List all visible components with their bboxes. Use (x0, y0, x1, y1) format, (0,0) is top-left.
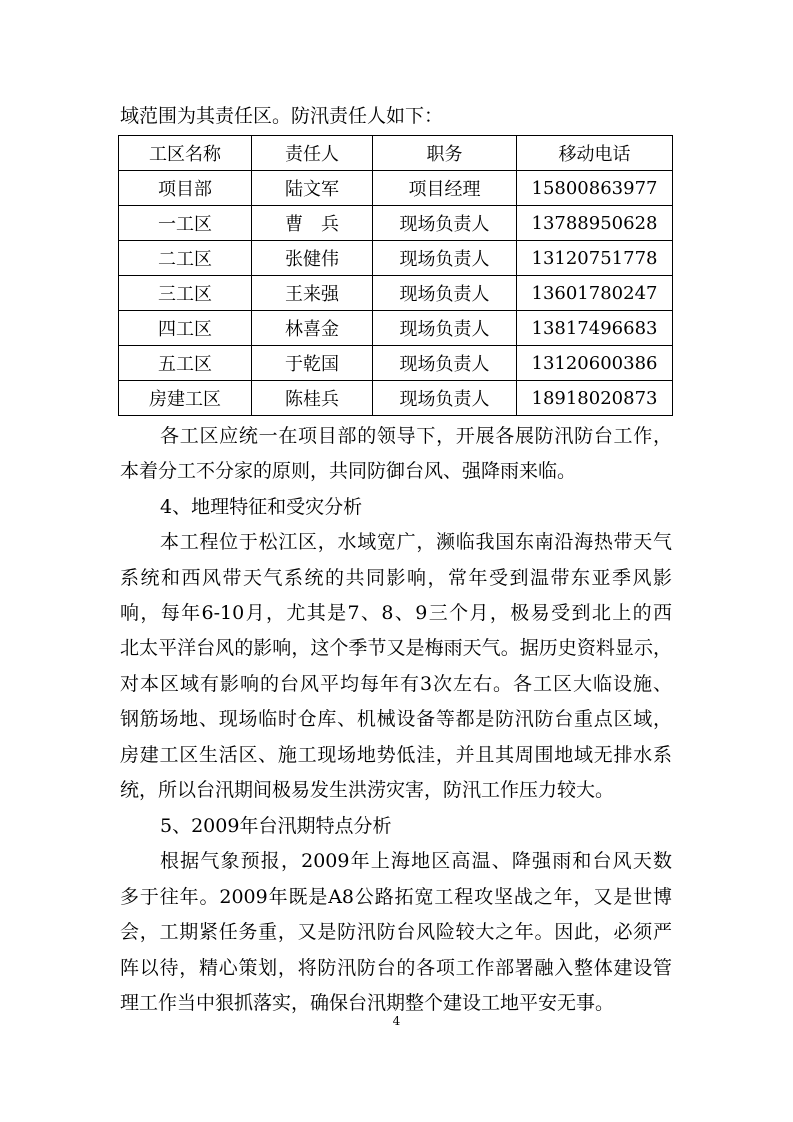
table-cell: 王来强 (252, 276, 373, 311)
page-number: 4 (392, 1014, 401, 1028)
table-cell: 陆文军 (252, 171, 373, 206)
paragraph-line: 钢筋场地、现场临时仓库、机械设备等都是防汛防台重点区域， (120, 708, 672, 730)
table-row (119, 206, 673, 241)
table-cell: 张健伟 (252, 241, 373, 276)
responsibility-table (118, 135, 673, 416)
paragraph-line: 本着分工不分家的原则，共同防御台风、强降雨来临。 (120, 460, 577, 482)
paragraph-line: 多于往年。2009年既是A8公路拓宽工程攻坚战之年，又是世博 (120, 886, 672, 908)
table-row (119, 276, 673, 311)
table-cell: 一工区 (119, 206, 252, 241)
paragraph-line: 理工作当中狠抓落实，确保台汛期整个建设工地平安无事。 (120, 992, 615, 1014)
table-cell: 13601780247 (517, 276, 673, 311)
table-cell: 房建工区 (119, 381, 252, 416)
table-cell: 13788950628 (517, 206, 673, 241)
table-row (119, 381, 673, 416)
table-cell: 现场负责人 (373, 276, 517, 311)
table-cell: 于乾国 (252, 346, 373, 381)
table-cell: 18918020873 (517, 381, 673, 416)
table-cell: 13120600386 (517, 346, 673, 381)
table-cell: 13120751778 (517, 241, 673, 276)
table-row (119, 311, 673, 346)
header-cell: 移动电话 (517, 136, 673, 171)
paragraph-line: 会，工期紧任务重，又是防汛防台风险较大之年。因此，必须严 (120, 921, 672, 943)
table-cell: 15800863977 (517, 171, 673, 206)
intro-line: 域范围为其责任区。防汛责任人如下： (120, 105, 444, 127)
section-heading: 5、2009年台汛期特点分析 (160, 815, 392, 837)
paragraph-line: 本工程位于松江区，水域宽广，濒临我国东南沿海热带天气 (160, 531, 672, 553)
paragraph-line: 系统和西风带天气系统的共同影响，常年受到温带东亚季风影 (120, 567, 672, 589)
table-cell: 项目经理 (373, 171, 517, 206)
header-cell: 工区名称 (119, 136, 252, 171)
table-header-row (119, 136, 673, 171)
section-heading: 4、地理特征和受灾分析 (160, 496, 363, 518)
table-cell: 陈桂兵 (252, 381, 373, 416)
paragraph-line: 各工区应统一在项目部的领导下，开展各展防汛防台工作， (160, 425, 672, 447)
table-cell: 现场负责人 (373, 381, 517, 416)
table-row (119, 241, 673, 276)
table-cell: 现场负责人 (373, 311, 517, 346)
table-row (119, 171, 673, 206)
table-cell: 项目部 (119, 171, 252, 206)
table-cell: 现场负责人 (373, 346, 517, 381)
paragraph-line: 响，每年6-10月，尤其是7、8、9三个月，极易受到北上的西 (120, 602, 672, 624)
paragraph-line: 阵以待，精心策划，将防汛防台的各项工作部署融入整体建设管 (120, 957, 672, 979)
table-cell: 林喜金 (252, 311, 373, 346)
table-cell: 现场负责人 (373, 206, 517, 241)
table-cell: 三工区 (119, 276, 252, 311)
paragraph-line: 统，所以台汛期间极易发生洪涝灾害，防汛工作压力较大。 (120, 779, 615, 801)
table-row (119, 346, 673, 381)
table-cell: 13817496683 (517, 311, 673, 346)
paragraph-line: 对本区域有影响的台风平均每年有3次左右。各工区大临设施、 (120, 673, 672, 695)
table-cell: 曹 兵 (252, 206, 373, 241)
header-cell: 责任人 (252, 136, 373, 171)
paragraph-line: 北太平洋台风的影响，这个季节又是梅雨天气。据历史资料显示， (120, 637, 672, 659)
table-cell: 五工区 (119, 346, 252, 381)
table-cell: 二工区 (119, 241, 252, 276)
paragraph-line: 房建工区生活区、施工现场地势低洼，并且其周围地域无排水系 (120, 744, 672, 766)
table-cell: 现场负责人 (373, 241, 517, 276)
table-cell: 四工区 (119, 311, 252, 346)
header-cell: 职务 (373, 136, 517, 171)
paragraph-line: 根据气象预报，2009年上海地区高温、降强雨和台风天数 (160, 850, 672, 872)
